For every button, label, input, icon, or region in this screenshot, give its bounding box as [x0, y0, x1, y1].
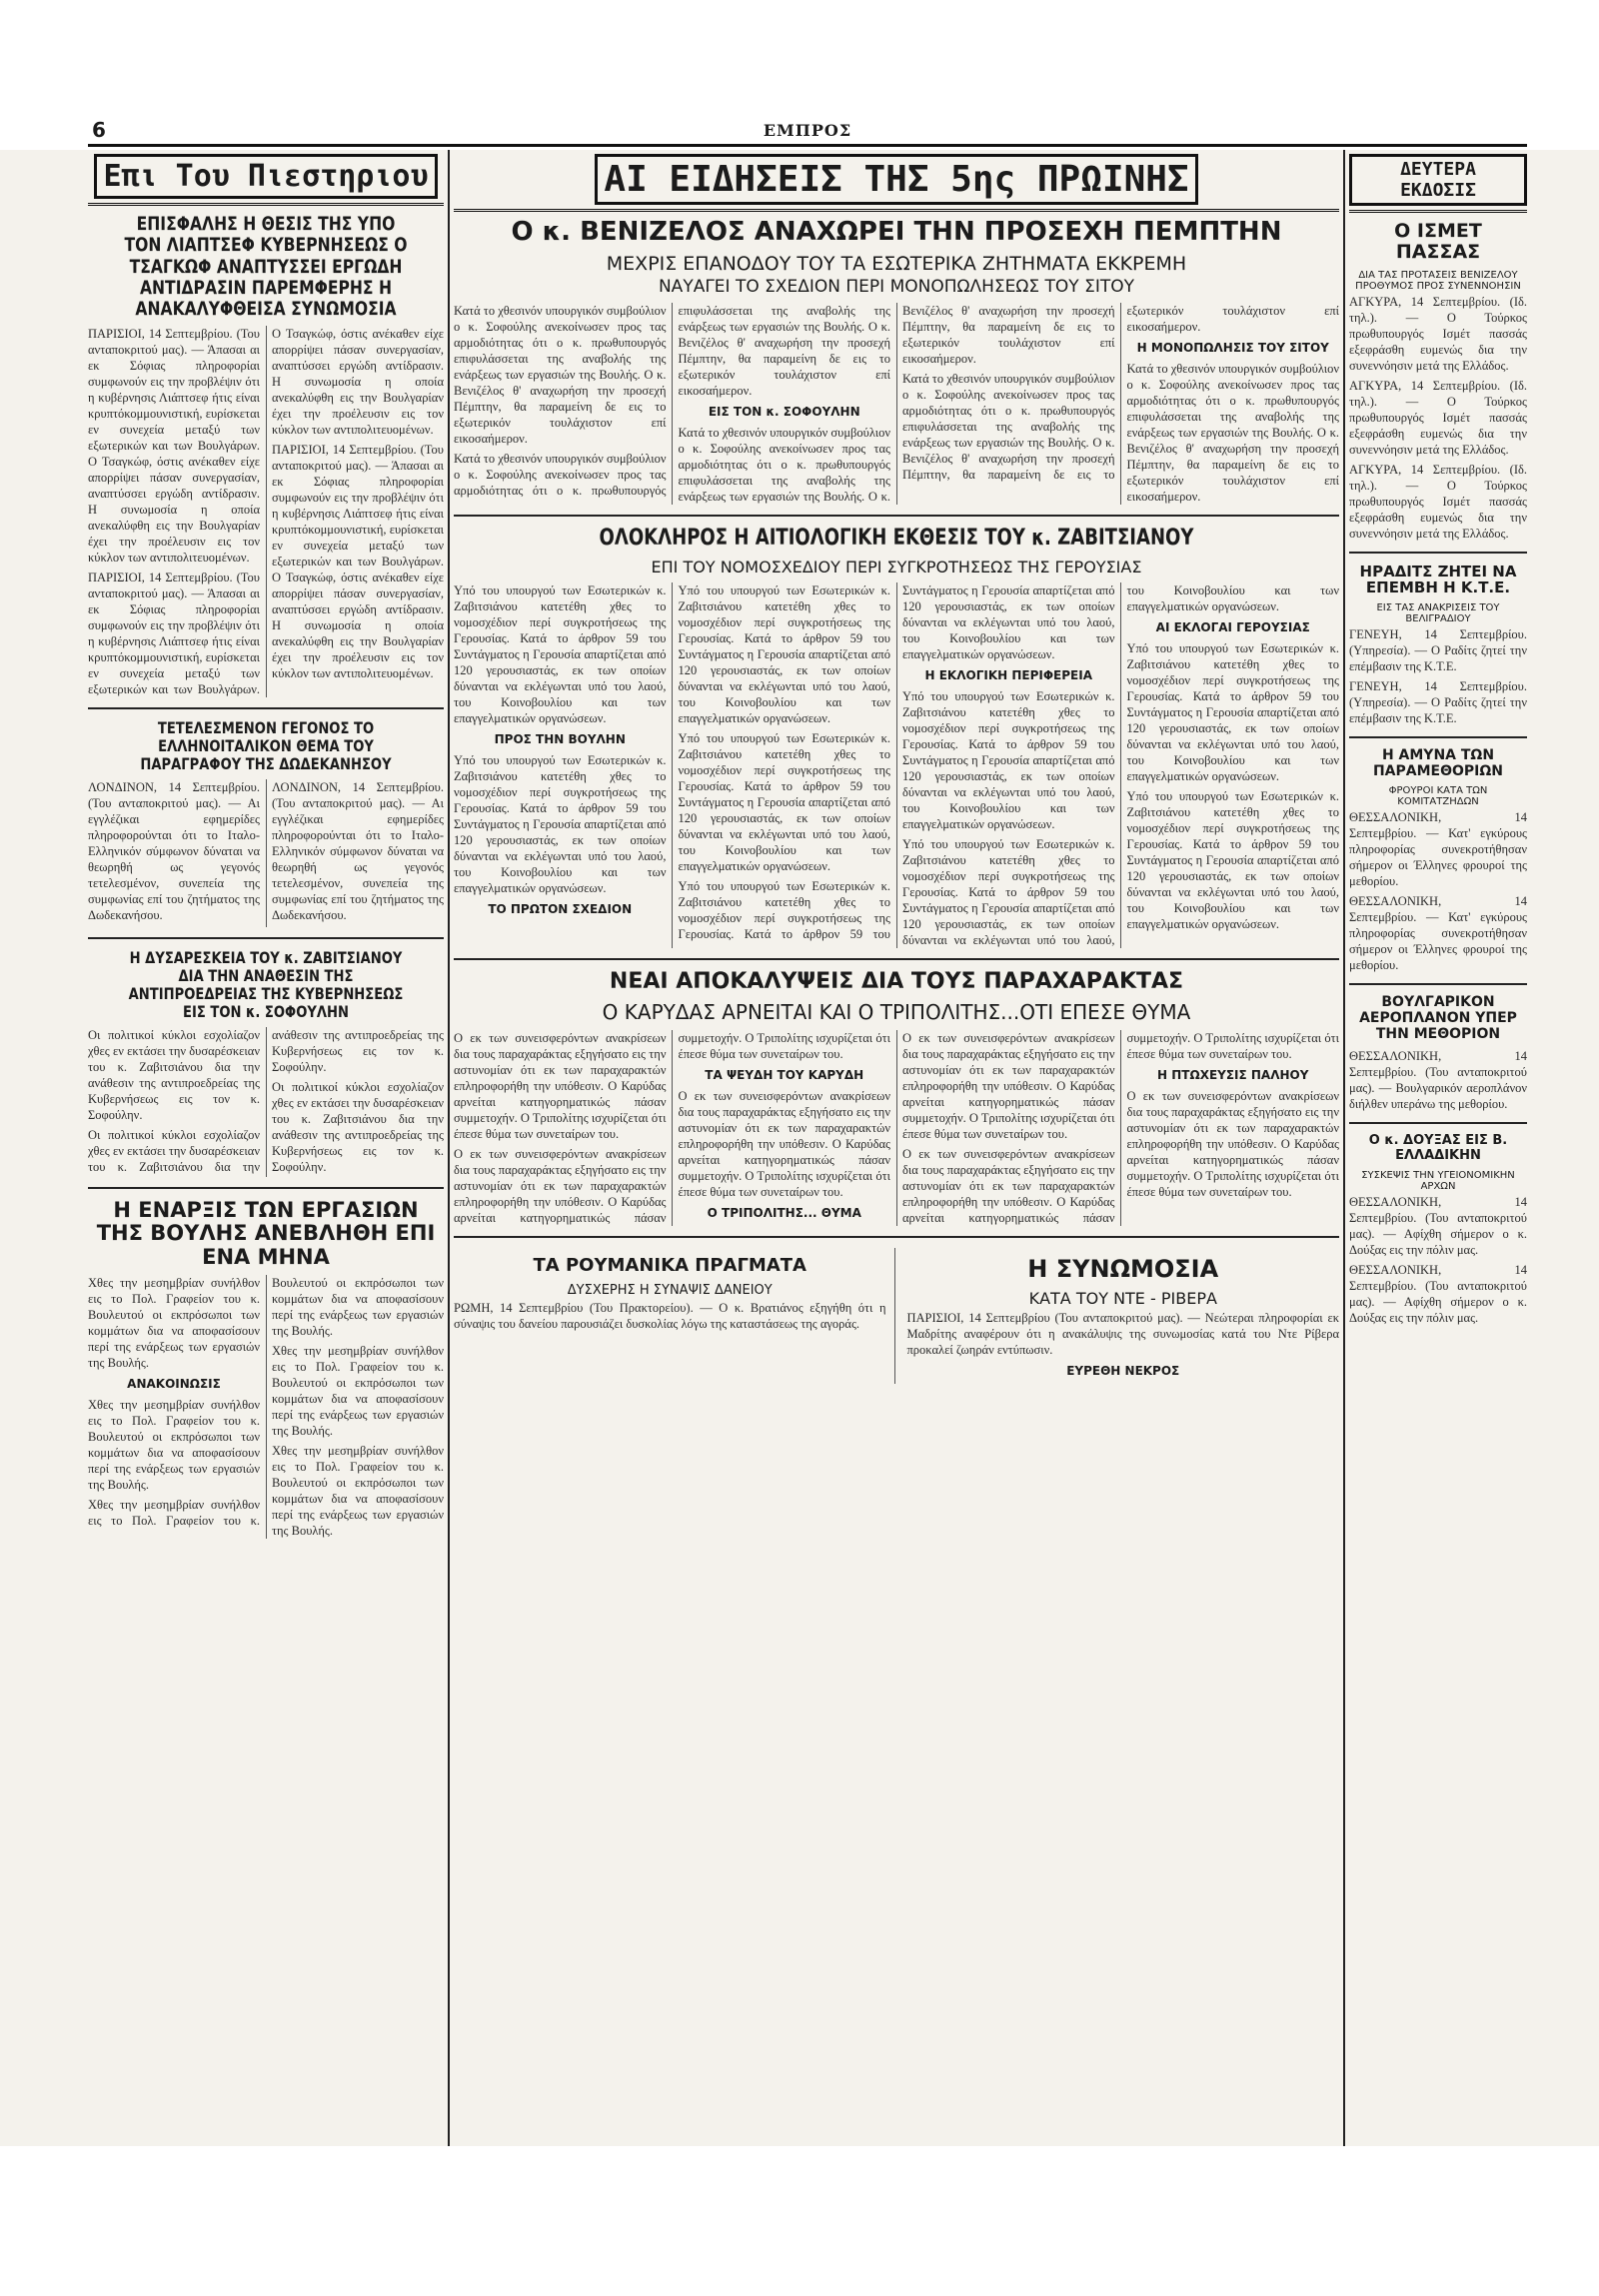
article-text: ΠΑΡΙΣΙΟΙ, 14 Σεπτεμβρίου. (Του ανταποκριτού μας). — Άπασαι αι εκ Σόφιας πληροφορίαι συμφωνούν εις την προβλέψιν ότι η κυβέρνησις Λιάπτσεφ ήτις είναι κρυπτόκομμουνιστική, ευρίσκεται εν συνεχεία μεταξύ των εξωτερικών και των Βουλγάρων. Ο Τσαγκώφ, όστις ανέκαθεν είχε απορρίψει πάσαν συνεργασίαν, αναπτύσσει εργώδη αντίδρασιν. Η συνωμοσία η οποία ανεκαλύφθη εις την Βουλγαρίαν έχει την προέλευσιν εις τον κύκλον των αντιπολιτευομένων. [88, 327, 260, 566]
article-text: Υπό του υπουργού των Εσωτερικών κ. Ζαβιτσιάνου κατετέθη χθες το νομοσχέδιον περί συγκροτήσεως της Γερουσίας. Κατά το άρθρον 59 του Συντάγματος η Γερουσία απαρτίζεται από 120 γερουσιαστάς, εκ των οποίων δύνανται να εκλέγωνται υπό του λαού, του Κοινοβουλίου και των επαγγελματικών οργανώσεων. [678, 582, 1115, 941]
article-body [88, 1275, 444, 1539]
section-heading: ΠΡΟΣ ΤΗΝ ΒΟΥΛΗΝ [494, 731, 626, 746]
column-rule [1343, 150, 1345, 2146]
section-heading: Ο ΤΡΙΠΟΛΙΤΗΣ... ΘΥΜΑ [707, 1206, 861, 1221]
article-text: Χθες την μεσημβρίαν συνήλθον εις το Πολ. Γραφείον του κ. Βουλευτού οι εκπρόσωποι των κομμάτων δια να αποφασίσουν περί της ενάρξεως των εργασιών της Βουλής. [272, 1444, 444, 1539]
right-column [1349, 150, 1527, 2146]
article-text: Οι πολιτικοί κύκλοι εσχολίαζον χθες εν εκτάσει την δυσαρέσκειαν του κ. Ζαβιτσιάνου δια την ανάθεσιν της αντιπροεδρείας της Κυβερνήσεως εις τον κ. Σοφούλην. [88, 1027, 444, 1174]
article-text: Ο εκ των συνεισφερόντων ανακρίσεων δια τους παραχαράκτας εξηγήσατο εις την αστυνομίαν ότι εκ των παραχαρακτών επληροφορήθη την υπόθεσιν. Ο Καρύδας αρνείται κατηγορηματικώς πάσαν συμμετοχήν. Ο Τριπολίτης ισχυρίζεται ότι έπεσε θύμα των συνεταίρων του. [454, 1031, 667, 1142]
section-banner [454, 150, 1339, 212]
article-text: Υπό του υπουργού των Εσωτερικών κ. Ζαβιτσιάνου κατετέθη χθες το νομοσχέδιον περί συγκροτήσεως της Γερουσίας. Κατά το άρθρον 59 του Συντάγματος η Γερουσία απαρτίζεται από 120 γερουσιαστάς, εκ των οποίων δύνανται να εκλέγωνται υπό του λαού, του Κοινοβουλίου και των επαγγελματικών οργανώσεων. [902, 688, 1115, 831]
article-text: ΠΑΡΙΣΙΟΙ, 14 Σεπτεμβρίου (Του ανταποκριτού μας). — Νεώτεραι πληροφορίαι εκ Μαδρίτης αναφέρουν ότι η ανακάλυψις της συνωμοσίας κατά του Ντε Ρίβερα προκαλεί ζωηράν εντύπωσιν. [906, 1311, 1339, 1358]
article-body [88, 326, 444, 697]
article-text: Οι πολιτικοί κύκλοι εσχολίαζον χθες εν εκτάσει την δυσαρέσκειαν του κ. Ζαβιτσιάνου δια την ανάθεσιν της αντιπροεδρείας της Κυβερνήσεως εις τον κ. Σοφούλην. [88, 1027, 260, 1122]
section-heading: ΤΟ ΠΡΩΤΟΝ ΣΧΕΔΙΟΝ [488, 901, 633, 916]
left-column [88, 150, 444, 2146]
section-heading: Η ΠΤΩΧΕΥΣΙΣ ΠΑΛΗΟΥ [1157, 1068, 1309, 1083]
article-text: ΛΟΝΔΙΝΟΝ, 14 Σεπτεμβρίου. (Του ανταποκριτού μας). — Αι εγγλέζικαι εφημερίδες πληροφορούνται ότι το Ιταλο-Ελληνικόν σύμφωνον δύναται να θεωρηθή ως γεγονός τετελεσμένον, συνεπεία της συμφωνίας επί του ζητήματος της Δωδεκανήσου. [272, 780, 444, 923]
divider [1349, 983, 1527, 985]
section-heading: Η ΕΚΛΟΓΙΚΗ ΠΕΡΙΦΕΡΕΙΑ [924, 667, 1092, 682]
article-text: ΛΟΝΔΙΝΟΝ, 14 Σεπτεμβρίου. (Του ανταποκριτού μας). — Αι εγγλέζικαι εφημερίδες πληροφορούνται ότι το Ιταλο-Ελληνικόν σύμφωνον δύναται να θεωρηθή ως γεγονός τετελεσμένον, συνεπεία της συμφωνίας επί του ζητήματος της Δωδεκανήσου. [88, 780, 260, 923]
article-body [454, 1030, 1339, 1226]
article-text: ΠΑΡΙΣΙΟΙ, 14 Σεπτεμβρίου. (Του ανταποκριτού μας). — Άπασαι αι εκ Σόφιας πληροφορίαι συμφωνούν εις την προβλέψιν ότι η κυβέρνησις Λιάπτσεφ ήτις είναι κρυπτόκομμουνιστική, ευρίσκεται εν συνεχεία μεταξύ των εξωτερικών και των Βουλγάρων. Ο Τσαγκώφ, όστις ανέκαθεν είχε απορρίψει πάσαν συνεργασίαν, αναπτύσσει εργώδη αντίδρασιν. Η συνωμοσία η οποία ανεκαλύφθη εις την Βουλγαρίαν έχει την προέλευσιν εις τον κύκλον των αντιπολιτευομένων. [272, 443, 444, 681]
divider [454, 958, 1339, 960]
article-headline: Η ΕΝΑΡΞΙΣ ΤΩΝ ΕΡΓΑΣΙΩΝ ΤΗΣ ΒΟΥΛΗΣ ΑΝΕΒΛΗΘΗ ΕΠΙ ΕΝΑ ΜΗΝΑ [96, 1197, 436, 1269]
article-text: Χθες την μεσημβρίαν συνήλθον εις το Πολ. Γραφείον του κ. Βουλευτού οι εκπρόσωποι των κομμάτων δια να αποφασίσουν περί της ενάρξεως των εργασιών της Βουλής. [88, 1276, 444, 1529]
conspiracy-story [907, 1248, 1340, 1384]
section-banner [88, 150, 444, 206]
article-headline: ΗΡΑΔΙΤΣ ΖΗΤΕΙ ΝΑ ΕΠΕΜΒΗ Η Κ.Τ.Ε. [1359, 562, 1517, 597]
article-text: ΘΕΣΣΑΛΟΝΙΚΗ, 14 Σεπτεμβρίου. — Κατ' εγκύρους πληροφορίας συνεκροτήθησαν σήμερον οι Έλληνες φρουροί της μεθορίου. [1349, 894, 1527, 973]
divider [1349, 552, 1527, 554]
article-text: Κατά το χθεσινόν υπουργικόν συμβούλιον ο κ. Σοφούλης ανεκοίνωσεν προς τας αρμοδιότητας ότι ο κ. πρωθυπουργός επιφυλάσσεται της αναβολής της ενάρξεως των εργασιών της Βουλής. Ο κ. Βενιζέλος θ' αναχωρήση την προσεχή Πέμπτην, θα παραμείνη δε εις το εξωτερικόν τουλάχιστον επί εικοσαήμερον. [678, 304, 1115, 505]
section-heading: Η ΜΟΝΟΠΩΛΗΣΙΣ ΤΟΥ ΣΙΤΟΥ [1136, 341, 1329, 356]
divider [1349, 1122, 1527, 1124]
article-body [88, 779, 444, 927]
section-heading: ΤΑ ΨΕΥΔΗ ΤΟΥ ΚΑΡΥΔΗ [705, 1068, 864, 1083]
lead-deck: ΝΑΥΑΓΕΙ ΤΟ ΣΧΕΔΙΟΝ ΠΕΡΙ ΜΟΝΟΠΩΛΗΣΕΩΣ ΤΟΥ ΣΙΤΟΥ [658, 277, 1135, 298]
banner-text: Επι Του Πιεστηριου [94, 154, 437, 199]
article-text: Ο εκ των συνεισφερόντων ανακρίσεων δια τους παραχαράκτας εξηγήσατο εις την αστυνομίαν ότι εκ των παραχαρακτών επληροφορήθη την υπόθεσιν. Ο Καρύδας αρνείται κατηγορηματικώς πάσαν συμμετοχήν. Ο Τριπολίτης ισχυρίζεται ότι έπεσε θύμα των συνεταίρων του. [454, 1031, 890, 1226]
article-headline: Η ΔΥΣΑΡΕΣΚΕΙΑ ΤΟΥ κ. ΖΑΒΙΤΣΙΑΝΟΥ ΔΙΑ ΤΗΝ ΑΝΑΘΕΣΙΝ ΤΗΣ ΑΝΤΙΠΡΟΕΔΡΕΙΑΣ ΤΗΣ ΚΥΒΕΡΝΗΣΕΩΣ ΕΙΣ ΤΟΝ κ. ΣΟΦΟΥΛΗΝ [128, 948, 404, 1021]
article-deck: ΔΥΣΧΕΡΗΣ Η ΣΥΝΑΨΙΣ ΔΑΝΕΙΟΥ [567, 1282, 773, 1298]
article-text: Υπό του υπουργού των Εσωτερικών κ. Ζαβιτσιάνου κατετέθη χθες το νομοσχέδιον περί συγκροτήσεως της Γερουσίας. Κατά το άρθρον 59 του Συντάγματος η Γερουσία απαρτίζεται από 120 γερουσιαστάς, εκ των οποίων δύνανται να εκλέγωνται υπό του λαού, του Κοινοβουλίου και των επαγγελματικών οργανώσεων. [454, 582, 667, 725]
article-text: Χθες την μεσημβρίαν συνήλθον εις το Πολ. Γραφείον του κ. Βουλευτού οι εκπρόσωποι των κομμάτων δια να αποφασίσουν περί της ενάρξεως των εργασιών της Βουλής. [88, 1276, 260, 1371]
article-deck: Ο ΚΑΡΥΔΑΣ ΑΡΝΕΙΤΑΙ ΚΑΙ Ο ΤΡΙΠΟΛΙΤΗΣ...ΟΤΙ ΕΠΕΣΕ ΘΥΜΑ [602, 1000, 1191, 1025]
divider [454, 1236, 1339, 1238]
article-text: ΠΑΡΙΣΙΟΙ, 14 Σεπτεμβρίου. (Του ανταποκριτού μας). — Άπασαι αι εκ Σόφιας πληροφορίαι συμφωνούν εις την προβλέψιν ότι η κυβέρνησις Λιάπτσεφ ήτις είναι κρυπτόκομμουνιστική, ευρίσκεται εν συνεχεία μεταξύ των εξωτερικών και των Βουλγάρων. Ο Τσαγκώφ, όστις ανέκαθεν είχε απορρίψει πάσαν συνεργασίαν, αναπτύσσει εργώδη αντίδρασιν. Η συνωμοσία η οποία ανεκαλύφθη εις την Βουλγαρίαν έχει την προέλευσιν εις τον κύκλον των αντιπολιτευομένων. [88, 327, 444, 697]
bottom-stories-row [454, 1248, 1339, 1384]
article-text: Κατά το χθεσινόν υπουργικόν συμβούλιον ο κ. Σοφούλης ανεκοίνωσεν προς τας αρμοδιότητας ότι ο κ. πρωθυπουργός επιφυλάσσεται της αναβολής της ενάρξεως των εργασιών της Βουλής. Ο κ. Βενιζέλος θ' αναχωρήση την προσεχή Πέμπτην, θα παραμείνη δε εις το εξωτερικόν τουλάχιστον επί εικοσαήμερον. [1126, 362, 1339, 505]
article-text: Οι πολιτικοί κύκλοι εσχολίαζον χθες εν εκτάσει την δυσαρέσκειαν του κ. Ζαβιτσιάνου δια την ανάθεσιν της αντιπροεδρείας της Κυβερνήσεως εις τον κ. Σοφούλην. [272, 1079, 444, 1174]
article-headline: Ο κ. ΔΟΥΞΑΣ ΕΙΣ Β. ΕΛΛΑΔΙΚΗΝ [1368, 1133, 1508, 1164]
divider [454, 515, 1339, 517]
article-text: Υπό του υπουργού των Εσωτερικών κ. Ζαβιτσιάνου κατετέθη χθες το νομοσχέδιον περί συγκροτήσεως της Γερουσίας. Κατά το άρθρον 59 του Συντάγματος η Γερουσία απαρτίζεται από 120 γερουσιαστάς, εκ των οποίων δύνανται να εκλέγωνται υπό του λαού, του Κοινοβουλίου και των επαγγελματικών οργανώσεων. [678, 730, 890, 873]
article-deck: ΕΙΣ ΤΑΣ ΑΝΑΚΡΙΣΕΙΣ ΤΟΥ ΒΕΛΙΓΡΑΔΙΟΥ [1376, 602, 1500, 625]
article-text: ΘΕΣΣΑΛΟΝΙΚΗ, 14 Σεπτεμβρίου. — Κατ' εγκύρους πληροφορίας συνεκροτήθησαν σήμερον οι Έλληνες φρουροί της μεθορίου. [1349, 810, 1527, 889]
divider [88, 1187, 444, 1189]
article-text: ΓΕΝΕΥΗ, 14 Σεπτεμβρίου. (Υπηρεσία). — Ο Ραδίτς ζητεί την επέμβασιν της Κ.Τ.Ε. [1349, 627, 1527, 674]
section-heading: ΕΥΡΕΘΗ ΝΕΚΡΟΣ [1066, 1364, 1180, 1379]
article-deck: ΣΥΣΚΕΨΙΣ ΤΗΝ ΥΓΕΙΟΝΟΜΙΚΗΝ ΑΡΧΩΝ [1361, 1169, 1515, 1192]
article-text: ΘΕΣΣΑΛΟΝΙΚΗ, 14 Σεπτεμβρίου. (Του ανταποκριτού μας). — Βουλγαρικόν αεροπλάνον διήλθεν υπεράνω της μεθορίου. [1349, 1049, 1527, 1112]
paper-name: ΕΜΠΡΟΣ [763, 121, 852, 140]
article-text: Υπό του υπουργού των Εσωτερικών κ. Ζαβιτσιάνου κατετέθη χθες το νομοσχέδιον περί συγκροτήσεως της Γερουσίας. Κατά το άρθρον 59 του Συντάγματος η Γερουσία απαρτίζεται από 120 γερουσιαστάς, εκ των οποίων δύνανται να εκλέγωνται υπό του λαού, του Κοινοβουλίου και των επαγγελματικών οργανώσεων. [1126, 640, 1339, 783]
center-column [454, 150, 1339, 2146]
divider [1349, 736, 1527, 738]
article-text: ΑΓΚΥΡΑ, 14 Σεπτεμβρίου. (Ιδ. τηλ.). — Ο Τούρκος πρωθυπουργός Ισμέτ πασσάς εξεφράσθη ευμενώς δια την συνεννόησιν μετά της Ελλάδος. [1349, 462, 1527, 541]
article-headline: Η ΑΜΥΝΑ ΤΩΝ ΠΑΡΑΜΕΘΟΡΙΩΝ [1372, 747, 1504, 779]
article-text: ΓΕΝΕΥΗ, 14 Σεπτεμβρίου. (Υπηρεσία). — Ο Ραδίτς ζητεί την επέμβασιν της Κ.Τ.Ε. [1349, 679, 1527, 726]
banner-text: ΑΙ ΕΙΔΗΣΕΙΣ ΤΗΣ 5ης ΠΡΩΙΝΗΣ [595, 154, 1197, 205]
article-text: Ο εκ των συνεισφερόντων ανακρίσεων δια τους παραχαράκτας εξηγήσατο εις την αστυνομίαν ότι εκ των παραχαρακτών επληροφορήθη την υπόθεσιν. Ο Καρύδας αρνείται κατηγορηματικώς πάσαν συμμετοχήν. Ο Τριπολίτης ισχυρίζεται ότι έπεσε θύμα των συνεταίρων του. [902, 1031, 1339, 1226]
article-text: Υπό του υπουργού των Εσωτερικών κ. Ζαβιτσιάνου κατετέθη χθες το νομοσχέδιον περί συγκροτήσεως της Γερουσίας. Κατά το άρθρον 59 του Συντάγματος η Γερουσία απαρτίζεται από 120 γερουσιαστάς, εκ των οποίων δύνανται να εκλέγωνται υπό του λαού, του Κοινοβουλίου και των επαγγελματικών οργανώσεων. [1126, 788, 1339, 931]
article-headline: ΕΠΙΣΦΑΛΗΣ Η ΘΕΣΙΣ ΤΗΣ ΥΠΟ ΤΟΝ ΛΙΑΠΤΣΕΦ ΚΥΒΕΡΝΗΣΕΩΣ Ο ΤΣΑΓΚΩΦ ΑΝΑΠΤΥΣΣΕΙ ΕΡΓΩΔΗ ΑΝΤΙΔΡΑΣΙΝ ΠΑΡΕΜΦΕΡΗΣ Η ΑΝΑΚΑΛΥΦΘΕΙΣΑ ΣΥΝΩΜΟΣΙΑ [124, 213, 408, 321]
section-heading: ΕΙΣ ΤΟΝ κ. ΣΟΦΟΥΛΗΝ [708, 405, 860, 420]
lead-headline: Ο κ. ΒΕΝΙΖΕΛΟΣ ΑΝΑΧΩΡΕΙ ΤΗΝ ΠΡΟΣΕΧΗ ΠΕΜΠΤΗΝ [511, 217, 1282, 247]
divider [88, 937, 444, 939]
article-headline: ΟΛΟΚΛΗΡΟΣ Η ΑΙΤΙΟΛΟΓΙΚΗ ΕΚΘΕΣΙΣ ΤΟΥ κ. ΖΑΒΙΤΣΙΑΝΟΥ [599, 526, 1194, 552]
article-text: Ο εκ των συνεισφερόντων ανακρίσεων δια τους παραχαράκτας εξηγήσατο εις την αστυνομίαν ότι εκ των παραχαρακτών επληροφορήθη την υπόθεσιν. Ο Καρύδας αρνείται κατηγορηματικώς πάσαν συμμετοχήν. Ο Τριπολίτης ισχυρίζεται ότι έπεσε θύμα των συνεταίρων του. [902, 1031, 1115, 1142]
divider [88, 707, 444, 709]
article-body [88, 1027, 444, 1177]
page-number: 6 [92, 118, 106, 142]
article-text: Ο εκ των συνεισφερόντων ανακρίσεων δια τους παραχαράκτας εξηγήσατο εις την αστυνομίαν ότι εκ των παραχαρακτών επληροφορήθη την υπόθεσιν. Ο Καρύδας αρνείται κατηγορηματικώς πάσαν συμμετοχήν. Ο Τριπολίτης ισχυρίζεται ότι έπεσε θύμα των συνεταίρων του. [1126, 1089, 1339, 1200]
article-headline: ΤΕΤΕΛΕΣΜΕΝΟΝ ΓΕΓΟΝΟΣ ΤΟ ΕΛΛΗΝΟΙΤΑΛΙΚΟΝ ΘΕΜΑ ΤΟΥ ΠΑΡΑΓΡΑΦΟΥ ΤΗΣ ΔΩΔΕΚΑΝΗΣΟΥ [140, 718, 392, 774]
lead-deck: ΜΕΧΡΙΣ ΕΠΑΝΟΔΟΥ ΤΟΥ ΤΑ ΕΣΩΤΕΡΙΚΑ ΖΗΤΗΜΑΤΑ ΕΚΚΡΕΜΗ [606, 253, 1187, 276]
article-headline: ΤΑ ΡΟΥΜΑΝΙΚΑ ΠΡΑΓΜΑΤΑ [533, 1255, 806, 1277]
article-headline: Η ΣΥΝΩΜΟΣΙΑ [1027, 1255, 1219, 1284]
column-rule [448, 150, 450, 2146]
article-headline: ΝΕΑΙ ΑΠΟΚΑΛΥΨΕΙΣ ΔΙΑ ΤΟΥΣ ΠΑΡΑΧΑΡΑΚΤΑΣ [609, 968, 1184, 994]
article-text: ΘΕΣΣΑΛΟΝΙΚΗ, 14 Σεπτεμβρίου. (Του ανταποκριτού μας). — Αφίχθη σήμερον ο κ. Δούξας εις την πόλιν μας. [1349, 1194, 1527, 1257]
article-headline: Ο ΙΣΜΕΤ ΠΑΣΣΑΣ [1394, 220, 1482, 264]
article-body [454, 582, 1339, 948]
section-heading: ΑΝΑΚΟΙΝΩΣΙΣ [127, 1377, 221, 1392]
article-deck: ΔΙΑ ΤΑΣ ΠΡΟΤΑΣΕΙΣ ΒΕΝΙΖΕΛΟΥ ΠΡΟΘΥΜΟΣ ΠΡΟΣ ΣΥΝΕΝΝΟΗΣΙΝ [1355, 269, 1521, 292]
article-text: Ο εκ των συνεισφερόντων ανακρίσεων δια τους παραχαράκτας εξηγήσατο εις την αστυνομίαν ότι εκ των παραχαρακτών επληροφορήθη την υπόθεσιν. Ο Καρύδας αρνείται κατηγορηματικώς πάσαν συμμετοχήν. Ο Τριπολίτης ισχυρίζεται ότι έπεσε θύμα των συνεταίρων του. [678, 1089, 890, 1200]
banner-text: ΔΕΥΤΕΡΑ ΕΚΔΟΣΙΣ [1349, 154, 1527, 206]
article-text: Υπό του υπουργού των Εσωτερικών κ. Ζαβιτσιάνου κατετέθη χθες το νομοσχέδιον περί συγκροτήσεως της Γερουσίας. Κατά το άρθρον 59 του Συντάγματος η Γερουσία απαρτίζεται από 120 γερουσιαστάς, εκ των οποίων δύνανται να εκλέγωνται υπό του λαού, του Κοινοβουλίου και των επαγγελματικών οργανώσεων. [454, 752, 667, 895]
page-margin-bottom [0, 2146, 1599, 2296]
article-text: ΘΕΣΣΑΛΟΝΙΚΗ, 14 Σεπτεμβρίου. (Του ανταποκριτού μας). — Αφίχθη σήμερον ο κ. Δούξας εις την πόλιν μας. [1349, 1262, 1527, 1325]
rumania-story [454, 1248, 895, 1384]
article-text: Κατά το χθεσινόν υπουργικόν συμβούλιον ο κ. Σοφούλης ανεκοίνωσεν προς τας αρμοδιότητας ότι ο κ. πρωθυπουργός επιφυλάσσεται της αναβολής της ενάρξεως των εργασιών της Βουλής. Ο κ. Βενιζέλος θ' αναχωρήση την προσεχή Πέμπτην, θα παραμείνη δε εις το εξωτερικόν τουλάχιστον επί εικοσαήμερον. [454, 304, 890, 499]
article-text: Υπό του υπουργού των Εσωτερικών κ. Ζαβιτσιάνου κατετέθη χθες το νομοσχέδιον περί συγκροτήσεως της Γερουσίας. Κατά το άρθρον 59 του Συντάγματος η Γερουσία απαρτίζεται από 120 γερουσιαστάς, εκ των οποίων δύνανται να εκλέγωνται υπό του λαού, του Κοινοβουλίου και των επαγγελματικών οργανώσεων. [678, 582, 890, 725]
article-text: ΑΓΚΥΡΑ, 14 Σεπτεμβρίου. (Ιδ. τηλ.). — Ο Τούρκος πρωθυπουργός Ισμέτ πασσάς εξεφράσθη ευμενώς δια την συνεννόησιν μετά της Ελλάδος. [1349, 294, 1527, 373]
article-text: ΑΓΚΥΡΑ, 14 Σεπτεμβρίου. (Ιδ. τηλ.). — Ο Τούρκος πρωθυπουργός Ισμέτ πασσάς εξεφράσθη ευμενώς δια την συνεννόησιν μετά της Ελλάδος. [1349, 378, 1527, 457]
article-text: ΡΩΜΗ, 14 Σεπτεμβρίου (Του Πρακτορείου). — Ο κ. Βρατιάνος εξηγήθη ότι η σύναψις του δανείου παρουσιάζει δυσκολίας λόγω της καταστάσεως της αγοράς. [454, 1300, 886, 1331]
section-heading: ΑΙ ΕΚΛΟΓΑΙ ΓΕΡΟΥΣΙΑΣ [1155, 619, 1310, 634]
article-headline: ΒΟΥΛΓΑΡΙΚΟΝ ΑΕΡΟΠΛΑΝΟΝ ΥΠΕΡ ΤΗΝ ΜΕΘΟΡΙΟΝ [1359, 994, 1517, 1042]
article-deck: ΦΡΟΥΡΟΙ ΚΑΤΑ ΤΩΝ ΚΟΜΙΤΑΤΖΗΔΩΝ [1388, 785, 1488, 808]
article-deck: ΕΠΙ ΤΟΥ ΝΟΜΟΣΧΕΔΙΟΥ ΠΕΡΙ ΣΥΓΚΡΟΤΗΣΕΩΣ ΤΗΣ ΓΕΡΟΥΣΙΑΣ [651, 557, 1142, 576]
article-text: Υπό του υπουργού των Εσωτερικών κ. Ζαβιτσιάνου κατετέθη χθες το νομοσχέδιον περί συγκροτήσεως της Γερουσίας. Κατά το άρθρον 59 του Συντάγματος η Γερουσία απαρτίζεται από 120 γερουσιαστάς, εκ των οποίων δύνανται να εκλέγωνται υπό του λαού, του Κοινοβουλίου και των επαγγελματικών οργανώσεων. [902, 582, 1339, 947]
article-deck: ΚΑΤΑ ΤΟΥ ΝΤΕ - ΡΙΒΕΡΑ [1028, 1289, 1217, 1309]
article-text: Κατά το χθεσινόν υπουργικόν συμβούλιον ο κ. Σοφούλης ανεκοίνωσεν προς τας αρμοδιότητας ότι ο κ. πρωθυπουργός επιφυλάσσεται της αναβολής της ενάρξεως των εργασιών της Βουλής. Ο κ. Βενιζέλος θ' αναχωρήση την προσεχή Πέμπτην, θα παραμείνη δε εις το εξωτερικόν τουλάχιστον επί εικοσαήμερον. [902, 304, 1339, 483]
section-banner [1349, 150, 1527, 213]
article-text: Χθες την μεσημβρίαν συνήλθον εις το Πολ. Γραφείον του κ. Βουλευτού οι εκπρόσωποι των κομμάτων δια να αποφασίσουν περί της ενάρξεως των εργασιών της Βουλής. [88, 1398, 260, 1493]
article-text: Χθες την μεσημβρίαν συνήλθον εις το Πολ. Γραφείον του κ. Βουλευτού οι εκπρόσωποι των κομμάτων δια να αποφασίσουν περί της ενάρξεως των εργασιών της Βουλής. [272, 1344, 444, 1439]
article-body [454, 303, 1339, 505]
article-text: Κατά το χθεσινόν υπουργικόν συμβούλιον ο κ. Σοφούλης ανεκοίνωσεν προς τας αρμοδιότητας ότι ο κ. πρωθυπουργός επιφυλάσσεται της αναβολής της ενάρξεως των εργασιών της Βουλής. Ο κ. Βενιζέλος θ' αναχωρήση την προσεχή Πέμπτην, θα παραμείνη δε εις το εξωτερικόν τουλάχιστον επί εικοσαήμερον. [454, 304, 667, 447]
running-head [88, 110, 1527, 147]
